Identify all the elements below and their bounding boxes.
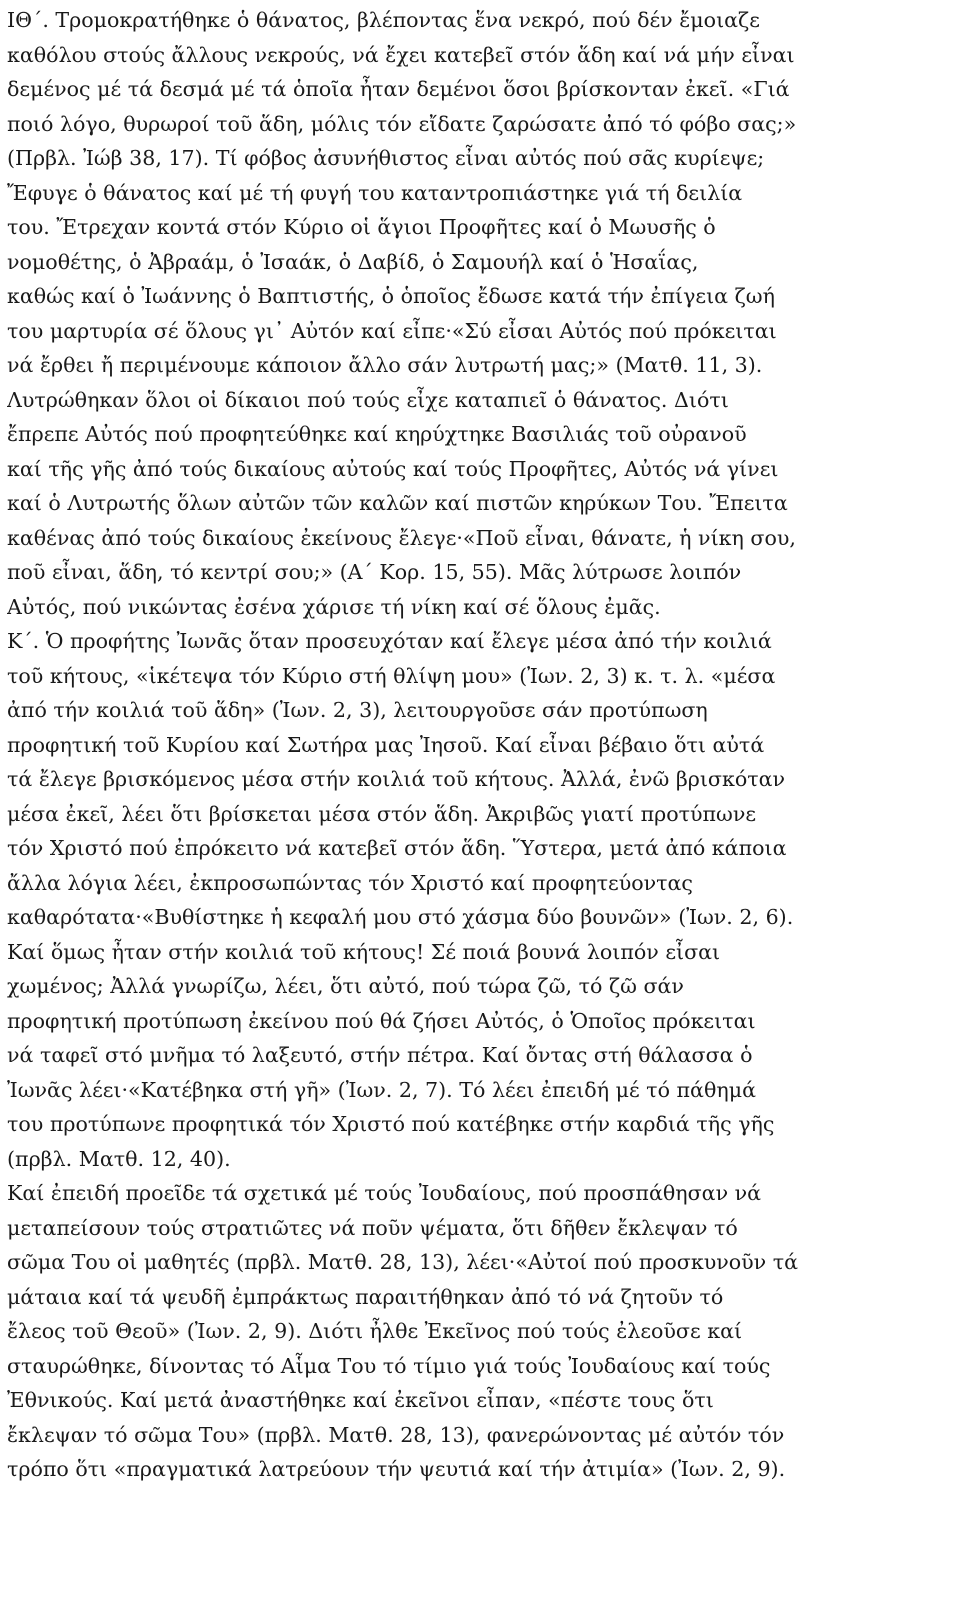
text-line: Καί ἐπειδή προεῖδε τά σχετικά μέ τούς Ἰουδαίους, πού προσπάθησαν νά (7, 1181, 762, 1205)
text-line: ἔπρεπε Αὐτός πού προφητεύθηκε καί κηρύχτηκε Βασιλιάς τοῦ οὐρανοῦ (7, 422, 747, 446)
text-line: Ἐθνικούς. Καί μετά ἀναστήθηκε καί ἐκεῖνοι εἶπαν, «πέστε τους ὅτι (7, 1388, 714, 1412)
text-line: μεταπείσουν τούς στρατιῶτες νά ποῦν ψέματα, ὅτι δῆθεν ἔκλεψαν τό (7, 1215, 738, 1240)
paragraph (7, 1176, 954, 1487)
text-line: ποῦ εἶναι, ἅδη, τό κεντρί σου;» (Α΄ Κορ. 15, 55). Μᾶς λύτρωσε λοιπόν (7, 560, 742, 584)
text-line: Καί ὅμως ἦταν στήν κοιλιά τοῦ κήτους! Σέ ποιά βουνά λοιπόν εἶσαι (7, 939, 721, 964)
text-line: Αὐτός, πού νικώντας ἐσένα χάρισε τή νίκη καί σέ ὅλους ἐμᾶς. (7, 594, 661, 619)
text-line: νά ταφεῖ στό μνῆμα τό λαξευτό, στήν πέτρα. Καί ὄντας στή θάλασσα ὁ (7, 1043, 753, 1067)
text-line: Ἰωνᾶς λέει·«Κατέβηκα στή γῆ» (Ἰων. 2, 7). Τό λέει ἐπειδή μέ τό πάθημά (7, 1077, 756, 1102)
text-line: του μαρτυρία σέ ὅλους γι᾿ Αὐτόν καί εἶπε·«Σύ εἶσαι Αὐτός πού πρόκειται (7, 318, 777, 343)
text-line: Κ΄. Ὁ προφήτης Ἰωνᾶς ὅταν προσευχόταν καί ἔλεγε μέσα ἀπό τήν κοιλιά (7, 629, 772, 653)
text-line: ἄλλα λόγια λέει, ἐκπροσωπώντας τόν Χριστό καί προφητεύοντας (7, 870, 693, 895)
text-line: δεμένος μέ τά δεσμά μέ τά ὁποῖα ἦταν δεμένοι ὅσοι βρίσκονταν ἐκεῖ. «Γιά (7, 77, 790, 101)
text-line: νά ἔρθει ἤ περιμένουμε κάποιον ἄλλο σάν λυτρωτή μας;» (Ματθ. 11, 3). (7, 353, 763, 377)
text-line: σταυρώθηκε, δίνοντας τό Αἷμα Του τό τίμιο γιά τούς Ἰουδαίους καί τούς (7, 1353, 771, 1378)
text-line: του. Ἔτρεχαν κοντά στόν Κύριο οἱ ἅγιοι Προφῆτες καί ὁ Μωυσῆς ὁ (7, 215, 716, 239)
text-line: ἔλεος τοῦ Θεοῦ» (Ἰων. 2, 9). Διότι ἦλθε Ἐκεῖνος πού τούς ἐλεοῦσε καί (7, 1319, 743, 1343)
text-line: νομοθέτης, ὁ Ἀβραάμ, ὁ Ἰσαάκ, ὁ Δαβίδ, ὁ Σαμουήλ καί ὁ Ἡσαΐας, (7, 249, 699, 274)
text-line: προφητική προτύπωση ἐκείνου πού θά ζήσει Αὐτός, ὁ Ὁποῖος πρόκειται (7, 1008, 756, 1033)
text-line: προφητική τοῦ Κυρίου καί Σωτήρα μας Ἰησοῦ. Καί εἶναι βέβαιο ὅτι αὐτά (7, 732, 765, 757)
text-line: καί ὁ Λυτρωτής ὅλων αὐτῶν τῶν καλῶν καί πιστῶν κηρύκων Του. Ἔπειτα (7, 491, 788, 515)
text-line: ἀπό τήν κοιλιά τοῦ ἅδη» (Ἰων. 2, 3), λειτουργοῦσε σάν προτύπωση (7, 698, 708, 722)
text-line: σῶμα Του οἱ μαθητές (πρβλ. Ματθ. 28, 13), λέει·«Αὐτοί πού προσκυνοῦν τά (7, 1250, 799, 1274)
paragraph (7, 3, 954, 624)
text-line: (πρβλ. Ματθ. 12, 40). (7, 1146, 231, 1171)
text-line: καθώς καί ὁ Ἰωάννης ὁ Βαπτιστής, ὁ ὁποῖος ἔδωσε κατά τήν ἐπίγεια ζωή (7, 284, 775, 308)
text-line: ποιό λόγο, θυρωροί τοῦ ἅδη, μόλις τόν εἴδατε ζαρώσατε ἀπό τό φόβο σας;» (7, 111, 797, 136)
text-line: του προτύπωνε προφητικά τόν Χριστό πού κατέβηκε στήν καρδιά τῆς γῆς (7, 1112, 775, 1136)
paragraph (7, 624, 954, 1176)
text-line: τοῦ κήτους, «ἱκέτεψα τόν Κύριο στή θλίψη μου» (Ἰων. 2, 3) κ. τ. λ. «μέσα (7, 663, 776, 688)
text-line: καθόλου στούς ἄλλους νεκρούς, νά ἔχει κατεβεῖ στόν ἅδη καί νά μήν εἶναι (7, 42, 795, 67)
text-line: καί τῆς γῆς ἀπό τούς δικαίους αὐτούς καί τούς Προφῆτες, Αὐτός νά γίνει (7, 456, 779, 481)
text-line: μέσα ἐκεῖ, λέει ὅτι βρίσκεται μέσα στόν ἅδη. Ἀκριβῶς γιατί προτύπωνε (7, 801, 757, 826)
text-line: τόν Χριστό πού ἐπρόκειτο νά κατεβεῖ στόν ἅδη. Ὕστερα, μετά ἀπό κάποια (7, 836, 787, 860)
text-line: μάταια καί τά ψευδῆ ἐμπράκτως παραιτήθηκαν ἀπό τό νά ζητοῦν τό (7, 1284, 724, 1309)
text-line: χωμένος; Ἀλλά γνωρίζω, λέει, ὅτι αὐτό, πού τώρα ζῶ, τό ζῶ σάν (7, 974, 684, 998)
text-line: (Πρβλ. Ἰώβ 38, 17). Τί φόβος ἀσυνήθιστος εἶναι αὐτός πού σᾶς κυρίεψε; (7, 146, 765, 170)
text-line: τρόπο ὅτι «πραγματικά λατρεύουν τήν ψευτιά καί τήν ἀτιμία» (Ἰων. 2, 9). (7, 1457, 786, 1481)
text-line: ἔκλεψαν τό σῶμα Του» (πρβλ. Ματθ. 28, 13), φανερώνοντας μέ αὐτόν τόν (7, 1422, 785, 1447)
text-line: καθαρότατα·«Βυθίστηκε ἡ κεφαλή μου στό χάσμα δύο βουνῶν» (Ἰων. 2, 6). (7, 905, 794, 929)
text-body (7, 3, 954, 1487)
text-line: τά ἔλεγε βρισκόμενος μέσα στήν κοιλιά τοῦ κήτους. Ἀλλά, ἐνῶ βρισκόταν (7, 767, 786, 791)
text-line: Λυτρώθηκαν ὅλοι οἱ δίκαιοι πού τούς εἶχε καταπιεῖ ὁ θάνατος. Διότι (7, 387, 729, 412)
text-line: ΙΘ΄. Τρομοκρατήθηκε ὁ θάνατος, βλέποντας ἕνα νεκρό, πού δέν ἔμοιαζε (7, 8, 760, 32)
text-line: καθένας ἀπό τούς δικαίους ἐκείνους ἔλεγε·«Ποῦ εἶναι, θάνατε, ἡ νίκη σου, (7, 525, 796, 550)
text-line: Ἔφυγε ὁ θάνατος καί μέ τή φυγή του καταντροπιάστηκε γιά τή δειλία (7, 180, 743, 205)
